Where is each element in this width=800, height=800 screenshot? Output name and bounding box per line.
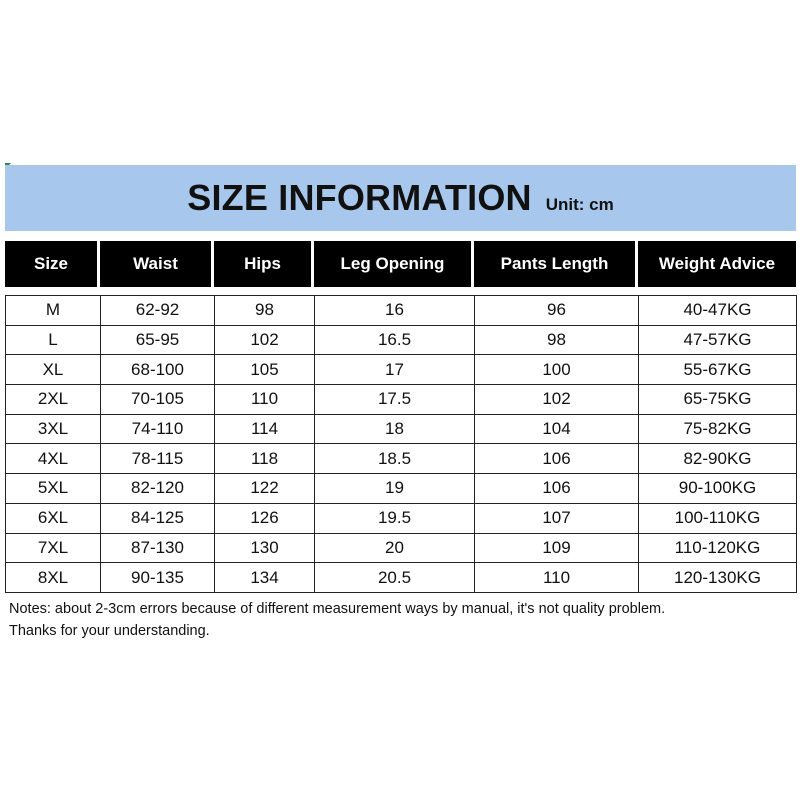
cell-pants-length: 110: [475, 563, 639, 593]
size-table-body: [6, 296, 797, 593]
cell-weight-advice: 110-120KG: [639, 533, 797, 563]
notes-line-1: Notes: about 2-3cm errors because of different measurement ways by manual, it's not quality problem.: [9, 601, 666, 617]
cell-size: L: [6, 325, 101, 355]
page-title: SIZE INFORMATION: [187, 177, 532, 218]
cell-waist: 70-105: [101, 385, 215, 415]
table-row: [6, 296, 797, 326]
cell-size: 3XL: [6, 414, 101, 444]
table-row: [6, 444, 797, 474]
cell-waist: 87-130: [101, 533, 215, 563]
cell-leg-opening: 17: [315, 355, 475, 385]
header-leg-opening: Leg Opening: [314, 241, 471, 287]
cell-hips: 122: [215, 474, 315, 504]
table-row: [6, 325, 797, 355]
cell-pants-length: 102: [475, 385, 639, 415]
cell-leg-opening: 20: [315, 533, 475, 563]
cell-size: 8XL: [6, 563, 101, 593]
cell-leg-opening: 18: [315, 414, 475, 444]
cell-hips: 118: [215, 444, 315, 474]
notes-line-2: Thanks for your understanding.: [9, 623, 210, 639]
cell-pants-length: 96: [475, 296, 639, 326]
table-row: [6, 474, 797, 504]
cell-leg-opening: 19: [315, 474, 475, 504]
cell-size: 5XL: [6, 474, 101, 504]
cell-size: 4XL: [6, 444, 101, 474]
cell-waist: 82-120: [101, 474, 215, 504]
cell-hips: 102: [215, 325, 315, 355]
cell-weight-advice: 40-47KG: [639, 296, 797, 326]
cell-leg-opening: 19.5: [315, 503, 475, 533]
cell-waist: 78-115: [101, 444, 215, 474]
table-header-row: [5, 241, 796, 287]
cell-leg-opening: 17.5: [315, 385, 475, 415]
cell-pants-length: 107: [475, 503, 639, 533]
cell-weight-advice: 120-130KG: [639, 563, 797, 593]
cell-hips: 134: [215, 563, 315, 593]
cell-size: 7XL: [6, 533, 101, 563]
cell-hips: 130: [215, 533, 315, 563]
unit-label: Unit: cm: [545, 195, 614, 214]
cell-waist: 84-125: [101, 503, 215, 533]
cell-pants-length: 100: [475, 355, 639, 385]
header-hips: Hips: [214, 241, 311, 287]
cell-pants-length: 98: [475, 325, 639, 355]
cell-weight-advice: 65-75KG: [639, 385, 797, 415]
cell-weight-advice: 55-67KG: [639, 355, 797, 385]
cell-weight-advice: 100-110KG: [639, 503, 797, 533]
cell-size: 6XL: [6, 503, 101, 533]
table-row: [6, 563, 797, 593]
cell-leg-opening: 16.5: [315, 325, 475, 355]
cell-waist: 90-135: [101, 563, 215, 593]
header-weight-advice: Weight Advice: [638, 241, 796, 287]
cell-weight-advice: 90-100KG: [639, 474, 797, 504]
cell-size: XL: [6, 355, 101, 385]
notes: [9, 598, 795, 642]
cell-weight-advice: 47-57KG: [639, 325, 797, 355]
header-size: Size: [5, 241, 97, 287]
table-row: [6, 355, 797, 385]
cell-size: 2XL: [6, 385, 101, 415]
cell-waist: 62-92: [101, 296, 215, 326]
cell-pants-length: 109: [475, 533, 639, 563]
cell-weight-advice: 82-90KG: [639, 444, 797, 474]
cell-hips: 105: [215, 355, 315, 385]
cell-hips: 114: [215, 414, 315, 444]
cell-pants-length: 106: [475, 444, 639, 474]
cell-hips: 126: [215, 503, 315, 533]
cell-pants-length: 106: [475, 474, 639, 504]
cell-leg-opening: 20.5: [315, 563, 475, 593]
cell-waist: 65-95: [101, 325, 215, 355]
header-waist: Waist: [100, 241, 211, 287]
cell-weight-advice: 75-82KG: [639, 414, 797, 444]
title-banner: [5, 165, 796, 231]
cell-waist: 68-100: [101, 355, 215, 385]
cell-leg-opening: 16: [315, 296, 475, 326]
size-table: [5, 295, 797, 593]
table-row: [6, 414, 797, 444]
cell-hips: 110: [215, 385, 315, 415]
cell-hips: 98: [215, 296, 315, 326]
cell-leg-opening: 18.5: [315, 444, 475, 474]
table-row: [6, 503, 797, 533]
header-pants-length: Pants Length: [474, 241, 635, 287]
cell-waist: 74-110: [101, 414, 215, 444]
table-row: [6, 385, 797, 415]
cell-size: M: [6, 296, 101, 326]
table-row: [6, 533, 797, 563]
cell-pants-length: 104: [475, 414, 639, 444]
